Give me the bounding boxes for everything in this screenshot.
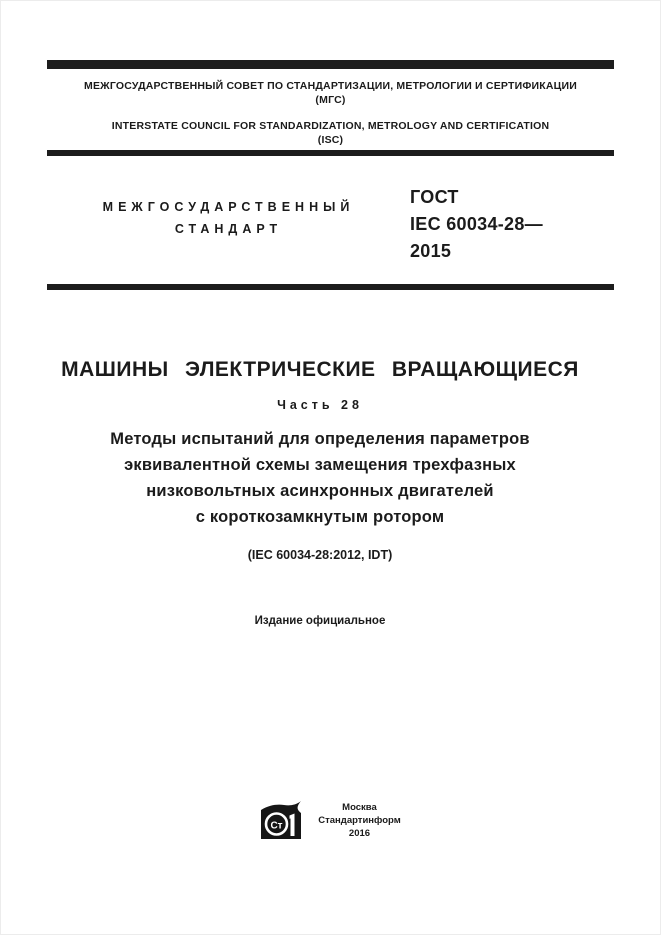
subtitle-line: эквивалентной схемы замещения трехфазных <box>124 456 516 474</box>
imprint-text <box>318 801 400 840</box>
edition-note: Издание официальное <box>254 615 386 627</box>
standard-type-label <box>47 184 410 240</box>
imprint-city: Москва <box>342 801 377 813</box>
subtitle-line: низковольтных асинхронных двигателей <box>146 482 494 500</box>
standard-designation <box>47 184 614 265</box>
standard-type-line2: СТАНДАРТ <box>174 222 283 236</box>
standartinform-logo-icon <box>260 800 302 840</box>
council-name-en: INTERSTATE COUNCIL FOR STANDARDIZATION, METROLOGY AND CERTIFICATION <box>111 120 550 132</box>
svg-text:Ст: Ст <box>270 820 283 832</box>
title-block <box>30 358 610 530</box>
header-divider-bar <box>47 150 614 156</box>
standard-code-line2: IEC 60034-28— <box>410 214 543 234</box>
standard-code-line3: 2015 <box>410 241 452 261</box>
council-abbr-en: (ISC) <box>317 134 344 146</box>
standard-title-main: МАШИНЫ ЭЛЕКТРИЧЕСКИЕ ВРАЩАЮЩИЕСЯ <box>61 358 579 381</box>
subtitle-line: с короткозамкнутым ротором <box>195 508 445 526</box>
imprint-publisher: Стандартинформ <box>318 814 401 826</box>
standard-title-part: Часть 28 <box>277 398 363 412</box>
iec-reference: (IEC 60034-28:2012, IDT) <box>247 548 393 562</box>
council-name-ru: МЕЖГОСУДАРСТВЕННЫЙ СОВЕТ ПО СТАНДАРТИЗАЦИИ, МЕТРОЛОГИИ И СЕРТИФИКАЦИИ <box>84 80 577 92</box>
council-abbr-ru: (МГС) <box>315 94 346 106</box>
imprint <box>0 800 661 840</box>
designation-divider-bar <box>47 284 614 290</box>
subtitle-line: Методы испытаний для определения параметров <box>110 430 530 448</box>
top-divider-bar <box>47 60 614 69</box>
council-header <box>47 79 614 147</box>
standard-code <box>410 184 614 265</box>
imprint-year: 2016 <box>348 827 371 839</box>
standard-type-line1: МЕЖГОСУДАРСТВЕННЫЙ <box>102 200 355 214</box>
standard-code-line1: ГОСТ <box>410 187 459 207</box>
standard-title-subtitle <box>30 426 610 530</box>
